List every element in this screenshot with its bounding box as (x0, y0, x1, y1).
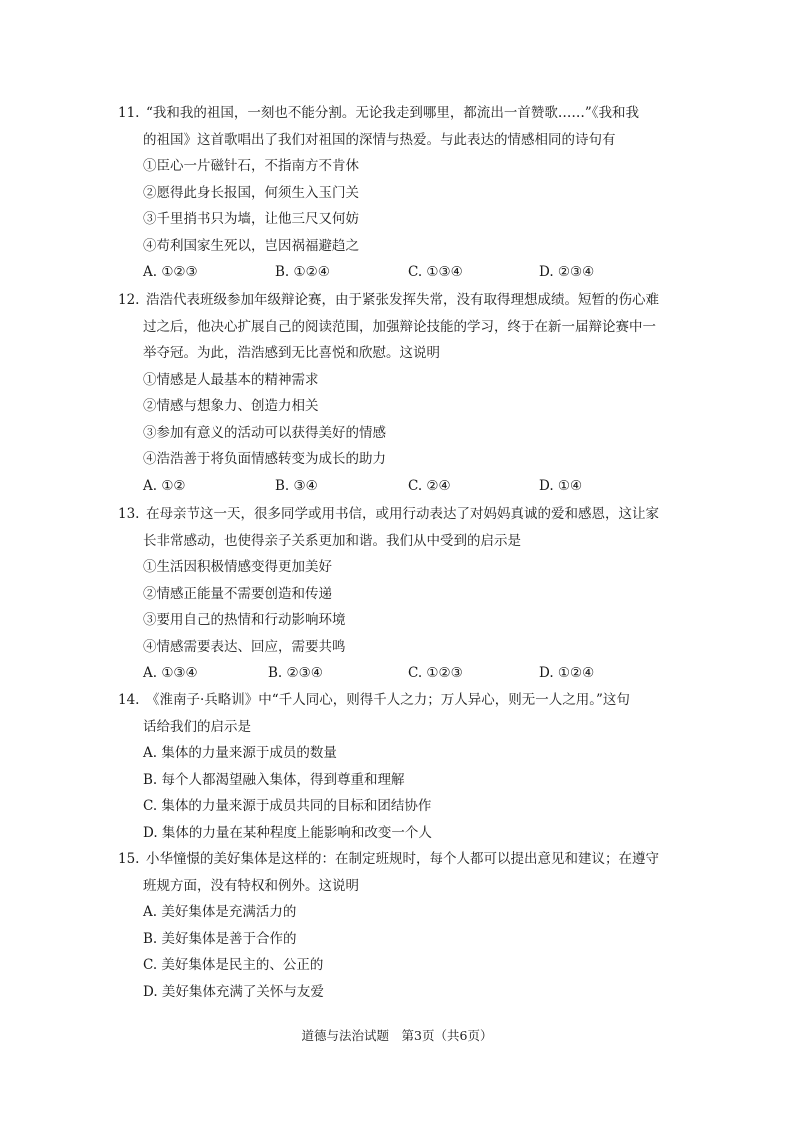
question-stem-line: 13. 在母亲节这一天，很多同学或用书信，或用行动表达了对妈妈真诚的爱和感恩，这让家 (118, 501, 678, 528)
statement: ④情感需要表达、回应，需要共鸣 (143, 638, 346, 655)
question-stem-line: 话给我们的启示是 (143, 718, 251, 735)
statement: ②情感与想象力、创造力相关 (143, 398, 319, 414)
question-stem-line: 15. 小华憧憬的美好集体是这样的：在制定班规时，每个人都可以提出意见和建议；在遵守 (118, 846, 678, 873)
option-a: A. ①② (143, 477, 186, 494)
option-d: D. ①②④ (539, 665, 595, 681)
question-stem-line: 长非常感动，也使得亲子关系更加和谐。我们从中受到的启示是 (143, 532, 521, 549)
option-a: A. ①③④ (143, 665, 198, 681)
statement: ③要用自己的热情和行动影响环境 (143, 612, 346, 628)
question-stem-line: 12. 浩浩代表班级参加年级辩论赛，由于紧张发挥失常，没有取得理想成绩。短暂的伤心难 (118, 287, 678, 314)
statement: ①生活因积极情感变得更加美好 (143, 559, 332, 575)
statement: ④苟利国家生死以，岂因祸福避趋之 (143, 237, 359, 254)
question-13 (118, 501, 678, 687)
question-number: 12. (118, 292, 140, 308)
question-number: 13. (118, 506, 140, 522)
option-a: A. 集体的力量来源于成员的数量 (143, 745, 337, 761)
statement: ④浩浩善于将负面情感转变为成长的助力 (143, 451, 386, 467)
option-c: C. ②④ (408, 477, 451, 494)
option-c: C. ①②③ (408, 665, 463, 681)
question-stem-line: 过之后，他决心扩展自己的阅读范围，加强辩论技能的学习，终于在新一届辩论赛中一 (143, 318, 656, 335)
question-stem-line: 举夺冠。为此，浩浩感到无比喜悦和欣慰。这说明 (143, 345, 440, 361)
option-a: A. 美好集体是充满活力的 (143, 904, 297, 920)
option-d: D. ②③④ (539, 264, 595, 280)
option-d: D. ①④ (539, 477, 583, 494)
question-number: 11. (118, 105, 140, 121)
option-c: C. ①③④ (408, 264, 463, 280)
question-stem-line: 11. “我和我的祖国，一刻也不能分割。无论我走到哪里，都流出一首赞歌……”《我和我 (118, 100, 678, 127)
option-b: B. 美好集体是善于合作的 (143, 930, 297, 947)
option-c: C. 集体的力量来源于成员共同的目标和团结协作 (143, 798, 432, 814)
answer-options (118, 259, 678, 286)
question-stem-line: 14. 《淮南子·兵略训》中“千人同心，则得千人之力；万人异心，则无一人之用。”这句 (118, 687, 678, 714)
question-11 (118, 100, 678, 286)
page-footer: 道德与法治试题 第3页（共6页） (301, 1028, 493, 1043)
option-b: B. ②③④ (268, 665, 323, 681)
answer-options (118, 660, 678, 687)
question-number: 15. (118, 851, 140, 867)
statement: ②情感正能量不需要创造和传递 (143, 585, 332, 602)
statement: ①臣心一片磁针石，不指南方不肯休 (143, 158, 359, 174)
option-d: D. 美好集体充满了关怀与友爱 (143, 983, 324, 1000)
answer-options (118, 473, 678, 500)
option-a: A. ①②③ (143, 264, 198, 280)
question-stem-line: 班规方面，没有特权和例外。这说明 (143, 877, 359, 894)
option-b: B. ③④ (275, 477, 318, 494)
statement: ③千里捎书只为墙，让他三尺又何妨 (143, 211, 359, 227)
statement: ③参加有意义的活动可以获得美好的情感 (143, 424, 386, 441)
question-15 (118, 846, 678, 1005)
option-c: C. 美好集体是民主的、公正的 (143, 957, 324, 973)
option-b: B. ①②④ (275, 264, 330, 280)
question-stem-line: 的祖国》这首歌唱出了我们对祖国的深情与热爱。与此表达的情感相同的诗句有 (143, 131, 616, 148)
option-b: B. 每个人都渴望融入集体，得到尊重和理解 (143, 771, 405, 788)
question-14 (118, 687, 678, 846)
statement: ①情感是人最基本的精神需求 (143, 371, 319, 388)
statement: ②愿得此身长报国，何须生入玉门关 (143, 184, 359, 201)
question-number: 14. (118, 692, 140, 708)
question-12 (118, 287, 678, 499)
option-d: D. 集体的力量在某种程度上能影响和改变一个人 (143, 824, 432, 841)
